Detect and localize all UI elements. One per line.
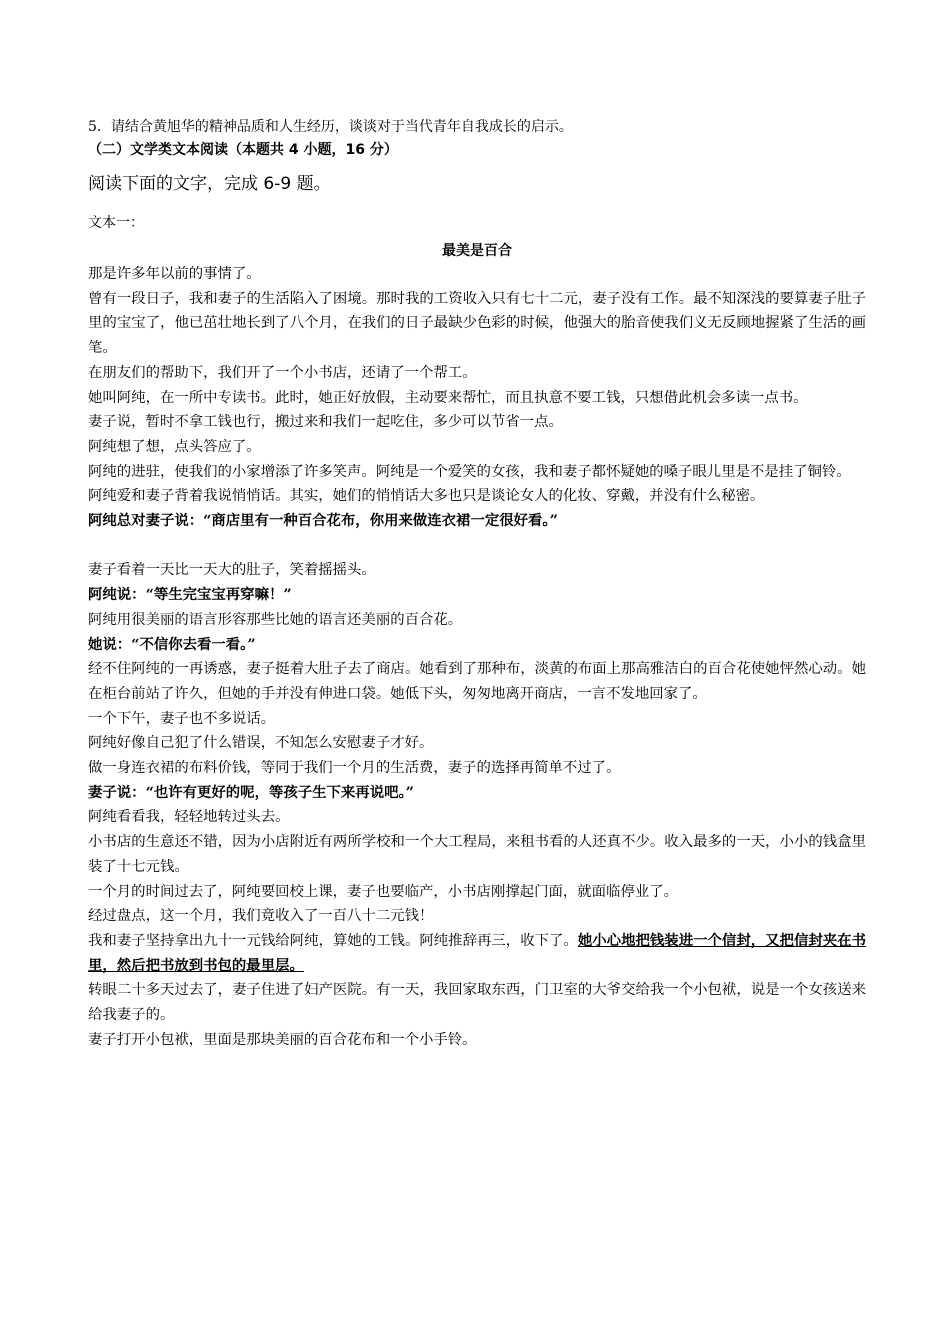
underlined-sentence: 她小心地把钱装进一个信封，又把信封夹在书里，然后把书放到书包的最里层。	[88, 931, 866, 974]
paragraph-bold: 阿纯总对妻子说：“商店里有一种百合花布，你用来做连衣裙一定很好看。”	[88, 512, 558, 530]
paragraph: 妻子打开小包袱，里面是那块美丽的百合花布和一个小手铃。	[88, 1031, 477, 1048]
story-title: 最美是百合	[442, 243, 512, 259]
paragraph: 经不住阿纯的一再诱惑，妻子挺着大肚子去了商店。她看到了那种布，淡黄的布面上那高雅洁白的百合花使她怦然心动。她在柜台前站了许久，但她的手并没有伸进口袋。她低下头，匆匆地离开商店，一言不发地回家了。	[88, 661, 866, 702]
paragraph: 转眼二十多天过去了，妻子住进了妇产医院。有一天，我回家取东西，门卫室的大爷交给我一个小包袱，说是一个女孩送来给我妻子的。	[88, 982, 866, 1024]
paragraph: 那是许多年以前的事情了。	[88, 266, 261, 282]
paragraph: 妻子看着一天比一天大的肚子，笑着摇摇头。	[88, 562, 376, 579]
paragraph: 小书店的生意还不错，因为小店附近有两所学校和一个大工程局，来租书看的人还真不少。收入最多的一天，小小的钱盒里装了十七元钱。	[88, 834, 866, 875]
paragraph: 妻子说，暂时不拿工钱也行，搬过来和我们一起吃住，多少可以节省一点。	[88, 414, 563, 431]
paragraph: 在朋友们的帮助下，我们开了一个小书店，还请了一个帮工。	[88, 364, 477, 381]
paragraph: 阿纯好像自己犯了什么错误，不知怎么安慰妻子才好。	[88, 735, 434, 752]
paragraph: 经过盘点，这一个月，我们竟收入了一百八十二元钱！	[88, 908, 434, 925]
paragraph-bold: 妻子说：“也许有更好的呢，等孩子生下来再说吧。”	[88, 783, 414, 801]
paragraph: 一个月的时间过去了，阿纯要回校上课，妻子也要临产，小书店刚撑起门面，就面临停业了。	[88, 883, 679, 900]
paragraph: 曾有一段日子，我和妻子的生活陷入了困境。那时我的工资收入只有七十二元，妻子没有工作。最不知深浅的要算妻子肚子里的宝宝了，他已茁壮地长到了八个月，在我们的日子最缺少色彩的时候，他强大的胎音使我们义无反顾地握紧了生活的画笔。	[88, 290, 866, 357]
paragraph: 阿纯用很美丽的语言形容那些比她的语言还美丽的百合花。	[88, 611, 463, 628]
reading-instruction: 阅读下面的文字，完成 6-9 题。	[88, 174, 331, 194]
paragraph: 阿纯想了想，点头答应了。	[88, 438, 261, 455]
question-5: 5．请结合黄旭华的精神品质和人生经历，谈谈对于当代青年自我成长的启示。	[88, 119, 573, 135]
paragraph-spacer	[88, 534, 866, 559]
paragraph: 阿纯看看我，轻轻地转过头去。	[88, 809, 290, 826]
paragraph: 阿纯的进驻，使我们的小家增添了许多笑声。阿纯是一个爱笑的女孩，我和妻子都怀疑她的嗓子眼儿里是不是挂了铜铃。	[88, 463, 851, 480]
document-page	[88, 117, 866, 1052]
text-label: 文本一：	[88, 215, 144, 231]
paragraph-text: 我和妻子坚持拿出九十一元钱给阿纯，算她的工钱。阿纯推辞再三，收下了。	[88, 932, 578, 949]
section-heading: （二）文学类文本阅读（本题共 4 小题，16 分）	[88, 142, 398, 158]
paragraph: 做一身连衣裙的布料价钱，等同于我们一个月的生活费，妻子的选择再简单不过了。	[88, 760, 621, 777]
paragraph: 她叫阿纯，在一所中专读书。此时，她正好放假，主动要来帮忙，而且执意不要工钱，只想借此机会多读一点书。	[88, 389, 808, 406]
paragraph: 一个下午，妻子也不多说话。	[88, 710, 276, 727]
paragraph: 阿纯爱和妻子背着我说悄悄话。其实，她们的悄悄话大多也只是谈论女人的化妆、穿戴，并没有什么秘密。	[88, 488, 765, 505]
paragraph-bold: 阿纯说：“等生完宝宝再穿嘛！”	[88, 586, 292, 604]
paragraph-with-underline	[88, 929, 866, 978]
paragraph-bold: 她说：“不信你去看一看。”	[88, 635, 256, 653]
